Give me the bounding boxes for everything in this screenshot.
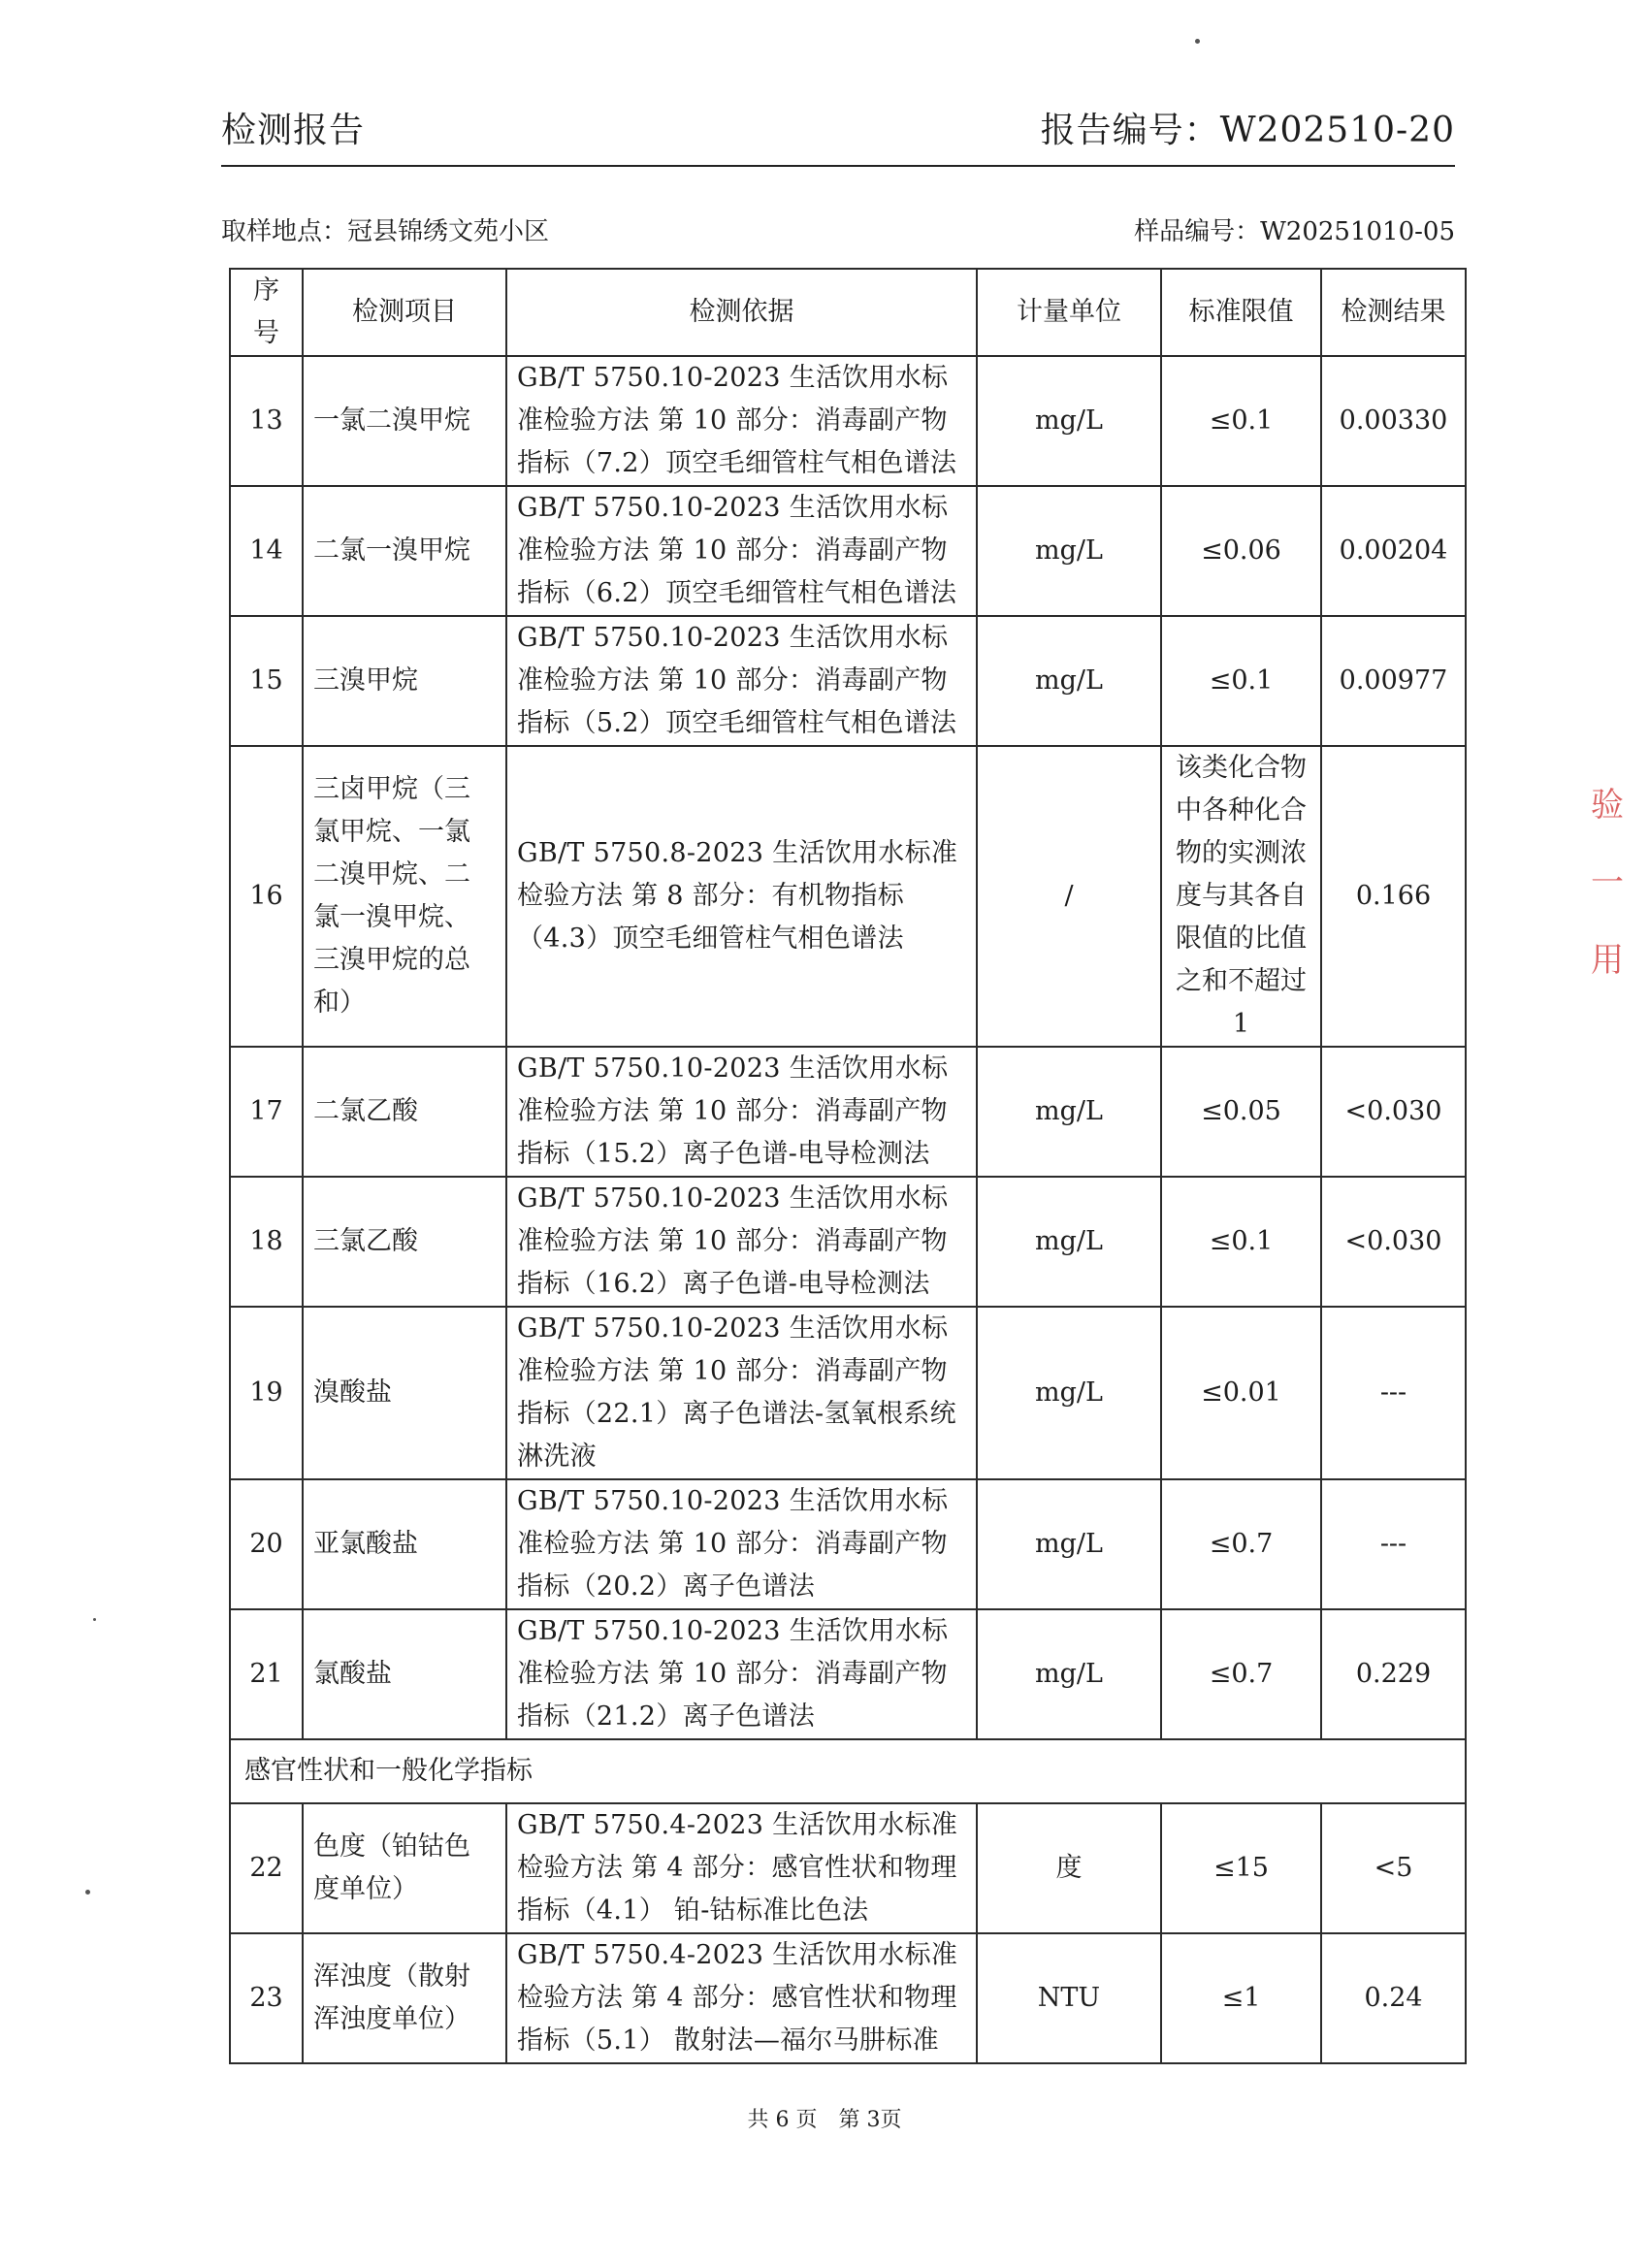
column-header: 检测结果 (1321, 269, 1466, 356)
table-header-row (230, 269, 1466, 356)
test-result: <0.030 (1321, 1177, 1466, 1307)
row-number: 14 (230, 486, 303, 616)
table-row (230, 1933, 1466, 2063)
row-number: 13 (230, 356, 303, 486)
test-result: 0.00204 (1321, 486, 1466, 616)
test-item: 溴酸盐 (303, 1307, 506, 1479)
section-title: 感官性状和一般化学指标 (230, 1739, 1466, 1803)
unit: 度 (977, 1803, 1161, 1933)
unit: mg/L (977, 1047, 1161, 1177)
sample-number: 样品编号：W20251010-05 (1134, 217, 1455, 246)
test-result: --- (1321, 1479, 1466, 1609)
unit: NTU (977, 1933, 1161, 2063)
row-number: 19 (230, 1307, 303, 1479)
test-item: 一氯二溴甲烷 (303, 356, 506, 486)
test-result: <5 (1321, 1803, 1466, 1933)
table-row (230, 1803, 1466, 1933)
section-row (230, 1739, 1466, 1803)
standard-limit: ≤0.1 (1161, 356, 1321, 486)
standard-limit: ≤0.1 (1161, 616, 1321, 746)
unit: mg/L (977, 616, 1161, 746)
table-row (230, 356, 1466, 486)
test-item: 亚氯酸盐 (303, 1479, 506, 1609)
column-header: 计量单位 (977, 269, 1161, 356)
row-number: 22 (230, 1803, 303, 1933)
test-result: --- (1321, 1307, 1466, 1479)
standard-limit: ≤15 (1161, 1803, 1321, 1933)
scan-speck (85, 1890, 90, 1895)
test-basis: GB/T 5750.10-2023 生活饮用水标准检验方法 第 10 部分：消毒副产物指标（7.2）顶空毛细管柱气相色谱法 (506, 356, 977, 486)
row-number: 16 (230, 746, 303, 1047)
test-item: 三溴甲烷 (303, 616, 506, 746)
test-result: 0.00977 (1321, 616, 1466, 746)
sample-meta (221, 211, 1455, 250)
report-number: 报告编号：W202510-20 (1040, 111, 1455, 150)
unit: mg/L (977, 356, 1161, 486)
unit: mg/L (977, 1609, 1161, 1739)
standard-limit: 该类化合物中各种化合物的实测浓度与其各自限值的比值之和不超过1 (1161, 746, 1321, 1047)
row-number: 23 (230, 1933, 303, 2063)
stamp-text: 验 一 用 (1591, 786, 1624, 980)
table-row (230, 1177, 1466, 1307)
header-divider (221, 165, 1455, 167)
test-result: 0.229 (1321, 1609, 1466, 1739)
test-item: 三卤甲烷（三氯甲烷、一氯二溴甲烷、二氯一溴甲烷、三溴甲烷的总和） (303, 746, 506, 1047)
test-basis: GB/T 5750.10-2023 生活饮用水标准检验方法 第 10 部分：消毒副产物指标（5.2）顶空毛细管柱气相色谱法 (506, 616, 977, 746)
standard-limit: ≤0.1 (1161, 1177, 1321, 1307)
scan-speck (93, 1618, 96, 1621)
page-header (221, 97, 1455, 165)
standard-limit: ≤0.05 (1161, 1047, 1321, 1177)
test-basis: GB/T 5750.10-2023 生活饮用水标准检验方法 第 10 部分：消毒副产物指标（22.1）离子色谱法-氢氧根系统淋洗液 (506, 1307, 977, 1479)
unit: mg/L (977, 486, 1161, 616)
standard-limit: ≤0.01 (1161, 1307, 1321, 1479)
row-number: 17 (230, 1047, 303, 1177)
test-item: 三氯乙酸 (303, 1177, 506, 1307)
unit: mg/L (977, 1177, 1161, 1307)
test-item: 氯酸盐 (303, 1609, 506, 1739)
page-footer: 共 6 页 第 3页 (747, 2108, 902, 2132)
unit: mg/L (977, 1479, 1161, 1609)
test-basis: GB/T 5750.10-2023 生活饮用水标准检验方法 第 10 部分：消毒副产物指标（16.2）离子色谱-电导检测法 (506, 1177, 977, 1307)
standard-limit: ≤0.7 (1161, 1479, 1321, 1609)
column-header: 序号 (230, 269, 303, 356)
row-number: 21 (230, 1609, 303, 1739)
scan-speck (1195, 39, 1200, 44)
sampling-location: 取样地点：冠县锦绣文苑小区 (221, 217, 550, 246)
column-header: 检测依据 (506, 269, 977, 356)
test-basis: GB/T 5750.10-2023 生活饮用水标准检验方法 第 10 部分：消毒副产物指标（20.2）离子色谱法 (506, 1479, 977, 1609)
column-header: 检测项目 (303, 269, 506, 356)
table-row (230, 1307, 1466, 1479)
test-basis: GB/T 5750.10-2023 生活饮用水标准检验方法 第 10 部分：消毒副产物指标（21.2）离子色谱法 (506, 1609, 977, 1739)
test-result: <0.030 (1321, 1047, 1466, 1177)
unit: / (977, 746, 1161, 1047)
standard-limit: ≤1 (1161, 1933, 1321, 2063)
standard-limit: ≤0.06 (1161, 486, 1321, 616)
unit: mg/L (977, 1307, 1161, 1479)
test-basis: GB/T 5750.4-2023 生活饮用水标准检验方法 第 4 部分：感官性状和物理指标（4.1） 铂-钴标准比色法 (506, 1803, 977, 1933)
test-result: 0.24 (1321, 1933, 1466, 2063)
results-table (229, 268, 1467, 2064)
row-number: 20 (230, 1479, 303, 1609)
test-item: 色度（铂钴色度单位） (303, 1803, 506, 1933)
test-item: 浑浊度（散射浑浊度单位） (303, 1933, 506, 2063)
test-basis: GB/T 5750.10-2023 生活饮用水标准检验方法 第 10 部分：消毒副产物指标（15.2）离子色谱-电导检测法 (506, 1047, 977, 1177)
seal-stamp (1591, 766, 1630, 1057)
test-basis: GB/T 5750.8-2023 生活饮用水标准检验方法 第 8 部分：有机物指标（4.3）顶空毛细管柱气相色谱法 (506, 746, 977, 1047)
test-item: 二氯一溴甲烷 (303, 486, 506, 616)
table-row (230, 1047, 1466, 1177)
standard-limit: ≤0.7 (1161, 1609, 1321, 1739)
test-item: 二氯乙酸 (303, 1047, 506, 1177)
table-row (230, 616, 1466, 746)
row-number: 15 (230, 616, 303, 746)
table-row (230, 1609, 1466, 1739)
test-result: 0.00330 (1321, 356, 1466, 486)
test-basis: GB/T 5750.4-2023 生活饮用水标准检验方法 第 4 部分：感官性状和物理指标（5.1） 散射法—福尔马肼标准 (506, 1933, 977, 2063)
table-row (230, 1479, 1466, 1609)
column-header: 标准限值 (1161, 269, 1321, 356)
row-number: 18 (230, 1177, 303, 1307)
test-result: 0.166 (1321, 746, 1466, 1047)
test-basis: GB/T 5750.10-2023 生活饮用水标准检验方法 第 10 部分：消毒副产物指标（6.2）顶空毛细管柱气相色谱法 (506, 486, 977, 616)
table-row (230, 486, 1466, 616)
table-row (230, 746, 1466, 1047)
report-title: 检测报告 (221, 111, 366, 150)
